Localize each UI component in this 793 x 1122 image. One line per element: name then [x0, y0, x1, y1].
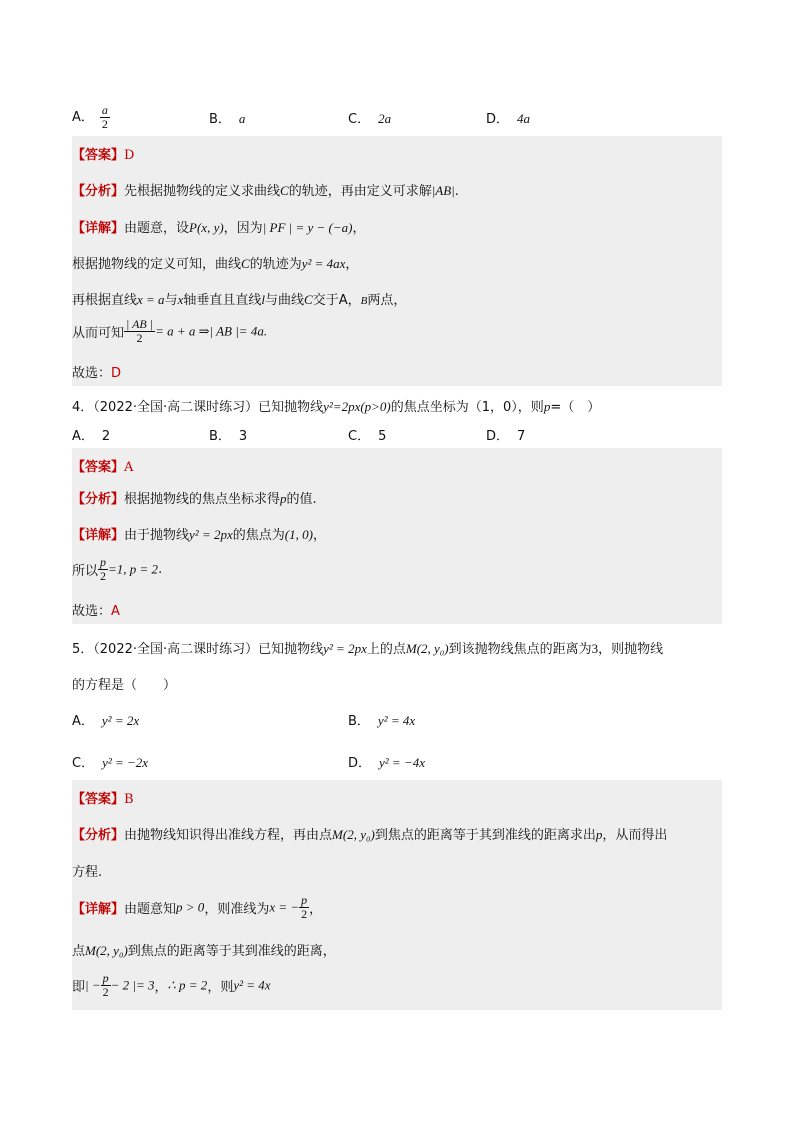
- option-value: 3: [238, 429, 248, 444]
- math-var: p: [543, 399, 551, 414]
- q3-option-b: [209, 108, 245, 127]
- option-label: A．: [72, 429, 94, 444]
- q5-option-b: [348, 710, 415, 729]
- q3-analysis: 【分析】先根据抛物线的定义求曲线C的轨迹，再由定义可求解|AB|.: [72, 183, 459, 199]
- q5-analysis-line1: [72, 824, 721, 843]
- fraction-denominator: 2: [102, 985, 109, 1000]
- option-value: y² = −2x: [102, 755, 149, 770]
- math-expression: | PF | = y − (−a): [262, 220, 353, 235]
- option-label: A．: [72, 714, 94, 729]
- analysis-text: 的轨迹，再由定义可求解: [288, 184, 432, 199]
- fraction-numerator: p: [100, 555, 107, 569]
- q3-detail-line2: [72, 253, 721, 272]
- q5-analysis-line2: [72, 861, 721, 880]
- text: 故选：: [72, 604, 112, 619]
- answer-value: D: [124, 148, 135, 163]
- text: 由抛物线知识得出准线方程，再由点: [124, 828, 333, 843]
- text: 4．（2022·全国·高二课时练习）已知抛物线: [72, 400, 324, 415]
- text: ，: [154, 980, 168, 996]
- option-label: D．: [486, 429, 510, 444]
- answer-value: A: [124, 460, 134, 475]
- answer-tag: 【答案】: [72, 148, 125, 163]
- text: .: [158, 562, 163, 578]
- math-expression: y² = 2px: [323, 641, 367, 656]
- text: 的焦点为: [232, 528, 285, 543]
- option-label: C．: [72, 756, 95, 771]
- analysis-tag: 【分析】: [72, 184, 125, 199]
- text: 的轨迹为: [249, 257, 302, 272]
- text: 到焦点的距离等于其到准线的距离，: [127, 944, 336, 959]
- fraction-numerator: p: [102, 971, 109, 985]
- text: 上的点: [366, 642, 406, 657]
- math-var: p: [280, 491, 287, 506]
- math-expression: x = a: [137, 292, 165, 307]
- q4-stem: [72, 396, 721, 415]
- fraction-numerator: | AB |: [126, 317, 154, 331]
- fraction-denominator: 2: [100, 569, 107, 584]
- text: 到该抛物线焦点的距离为: [448, 642, 592, 657]
- q3-detail-line1: [72, 217, 721, 236]
- text: 的值.: [286, 492, 317, 507]
- q5-option-c: [72, 752, 148, 771]
- option-label: B．: [348, 714, 370, 729]
- text: ，则准线为: [204, 902, 270, 918]
- math-expression: − 2 |= 3: [110, 977, 155, 993]
- option-value: y² = 4x: [377, 713, 416, 728]
- q3-choose: [72, 362, 721, 381]
- q5-stem-line1: [72, 638, 721, 657]
- option-label: A．: [72, 110, 94, 126]
- fraction: [299, 894, 309, 921]
- q4-option-a: [72, 425, 110, 444]
- math-expression: =1, p = 2: [108, 561, 159, 577]
- q3-detail-line4: [72, 318, 721, 345]
- math-var: l: [261, 292, 265, 307]
- math-expression: = a + a ⇒| AB |= 4a.: [155, 323, 268, 339]
- math-var: C: [280, 183, 289, 198]
- q3-option-d: [486, 108, 530, 127]
- text: ，: [309, 902, 323, 918]
- text: ，从而得出: [602, 828, 668, 843]
- text: 根据抛物线的焦点坐标求得: [124, 492, 281, 507]
- text: ，: [352, 221, 366, 236]
- text: 所以: [72, 564, 99, 580]
- option-label: B．: [209, 429, 231, 444]
- text: ，: [312, 528, 326, 543]
- fraction: [101, 972, 111, 999]
- text: 与: [164, 293, 178, 308]
- option-label: C．: [348, 112, 371, 127]
- text: 的方程是（ ）: [72, 678, 177, 693]
- option-value: 2: [101, 429, 111, 444]
- q5-option-d: [348, 752, 425, 771]
- q4-answer: [72, 456, 721, 475]
- text: 轴垂直且直线: [183, 293, 262, 308]
- math-expression: (1, 0): [284, 527, 313, 542]
- math-expression: | −: [85, 977, 101, 993]
- text: 故选：: [72, 366, 112, 381]
- q4-analysis: [72, 488, 721, 507]
- text: 即: [72, 980, 86, 996]
- text: 再根据直线: [72, 293, 138, 308]
- math-expression: M(2, y₀): [405, 641, 449, 656]
- q5-stem-line2: [72, 674, 721, 693]
- text: ，则: [207, 980, 234, 996]
- math-expression: M(2, y₀): [332, 827, 375, 842]
- answer-value: D: [111, 366, 122, 381]
- option-value: 2a: [378, 111, 392, 126]
- q3-detail-line3: [72, 289, 721, 308]
- text: ，: [345, 257, 359, 272]
- text: 的焦点坐标为（1，0），则: [390, 400, 544, 415]
- q4-detail-line1: [72, 524, 721, 543]
- answer-value: B: [124, 792, 134, 807]
- fraction-denominator: 2: [136, 331, 143, 346]
- math-var: C: [304, 292, 313, 307]
- text: ，因为: [223, 221, 263, 236]
- q4-option-c: [348, 425, 386, 444]
- math-var: B: [360, 295, 368, 307]
- analysis-tag: 【分析】: [72, 828, 125, 843]
- option-label: C．: [348, 429, 371, 444]
- option-label: D．: [348, 756, 372, 771]
- text: =（ ）: [550, 400, 601, 415]
- q4-option-b: [209, 425, 247, 444]
- detail-tag: 【详解】: [72, 221, 125, 236]
- text: 交于A，: [312, 293, 361, 308]
- analysis-text: 先根据抛物线的定义求曲线: [124, 184, 281, 199]
- q5-option-a: [72, 710, 139, 729]
- fraction-denominator: 2: [101, 117, 108, 132]
- q3-option-a-fraction: [100, 104, 110, 131]
- math-expression: |AB|: [431, 183, 455, 198]
- q4-choose: [72, 600, 721, 619]
- math-expression: ∴ p = 2: [167, 977, 208, 993]
- detail-tag: 【详解】: [72, 902, 125, 918]
- text: 从而可知: [72, 326, 125, 342]
- fraction-numerator: p: [301, 893, 308, 907]
- q5-detail-line1: [72, 894, 721, 921]
- fraction: [98, 556, 108, 583]
- option-value: y² = −4x: [379, 755, 425, 770]
- math-var: x: [177, 292, 184, 307]
- fraction: [124, 318, 155, 345]
- option-value: a: [238, 111, 246, 126]
- q3-option-c: [348, 108, 391, 127]
- option-label: B．: [209, 112, 231, 127]
- q5-answer: [72, 788, 721, 807]
- q5-detail-line2: [72, 940, 721, 959]
- math-var: p: [595, 827, 603, 842]
- text: 与曲线: [265, 293, 305, 308]
- text: 5．（2022·全国·高二课时练习）已知抛物线: [72, 642, 324, 657]
- math-expression: x = −: [269, 899, 300, 915]
- math-expression: M(2, y₀): [85, 943, 128, 958]
- text: 方程.: [72, 865, 103, 880]
- q4-option-d: [486, 425, 525, 444]
- option-value: 5: [378, 429, 387, 444]
- fraction-denominator: 2: [301, 907, 308, 922]
- math-expression: y² = 4ax: [301, 256, 346, 271]
- math-number: 3: [591, 641, 599, 656]
- fraction-numerator: a: [101, 103, 108, 117]
- math-expression: y² = 2px: [189, 527, 233, 542]
- q5-detail-line3: [72, 972, 721, 999]
- math-expression: p > 0: [176, 899, 205, 915]
- option-value: 7: [517, 429, 526, 444]
- answer-value: A: [111, 604, 120, 619]
- text: ，则抛物线: [598, 642, 664, 657]
- text: 点: [72, 944, 86, 959]
- q3-option-a: [72, 104, 110, 131]
- math-expression: P(x, y): [189, 220, 224, 235]
- text: 两点，: [367, 293, 407, 308]
- q3-answer: [72, 144, 721, 163]
- detail-tag: 【详解】: [72, 528, 125, 543]
- analysis-tag: 【分析】: [72, 492, 125, 507]
- math-expression: y²=2px(p>0): [323, 399, 391, 414]
- text: 由题意，设: [124, 221, 190, 236]
- text: 到焦点的距离等于其到准线的距离求出: [374, 828, 596, 843]
- text: 根据抛物线的定义可知，曲线: [72, 257, 242, 272]
- answer-tag: 【答案】: [72, 460, 125, 475]
- q4-detail-line2: [72, 556, 721, 583]
- text: 由题意知: [124, 902, 177, 918]
- math-expression: y² = 4x: [233, 977, 271, 993]
- answer-tag: 【答案】: [72, 792, 125, 807]
- text: 由于抛物线: [124, 528, 190, 543]
- math-var: C: [241, 256, 250, 271]
- option-label: D．: [486, 112, 510, 127]
- option-value: y² = 2x: [101, 713, 140, 728]
- option-value: 4a: [517, 111, 531, 126]
